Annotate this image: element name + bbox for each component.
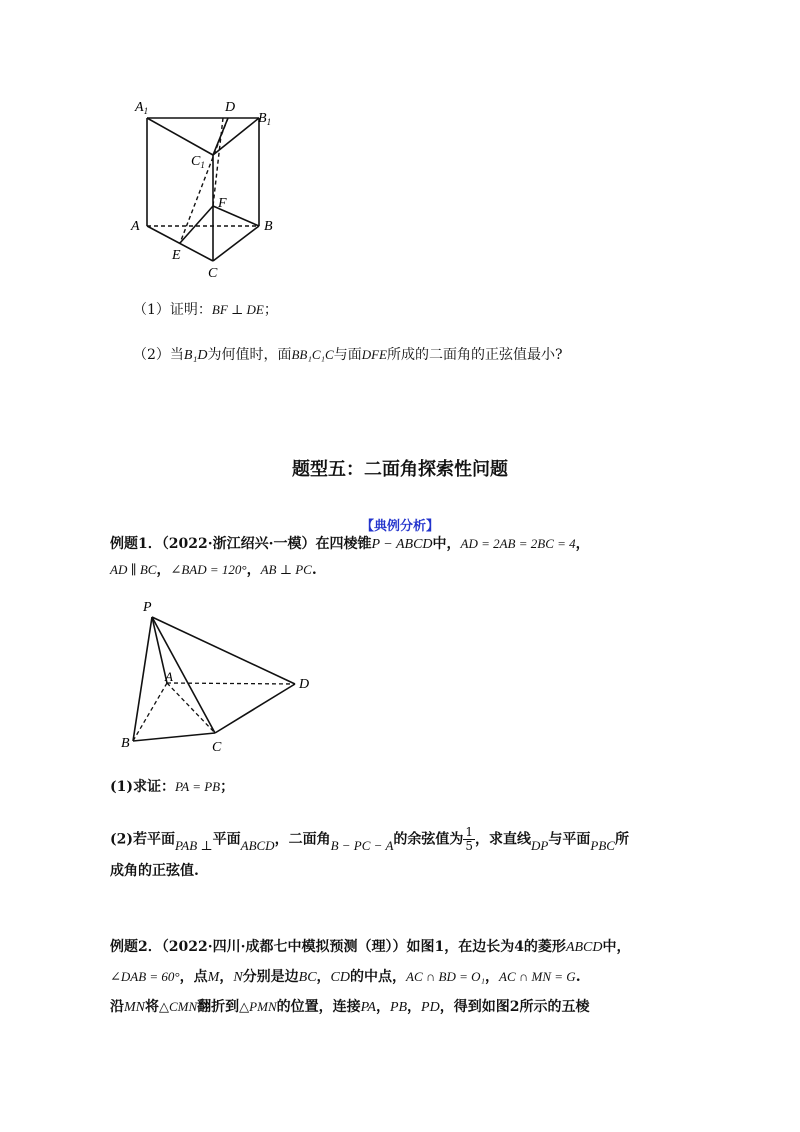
prism-figure bbox=[125, 95, 285, 285]
label-e: E bbox=[172, 248, 181, 263]
label-f: F bbox=[218, 196, 227, 211]
label-b1: $B_1$ bbox=[258, 111, 272, 127]
example-1-question-2: (2)若平面PAB ⊥平面ABCD，二面角B − PC − A的余弦值为 $\frac{1}{5}$ ，求直线DP与平面PBC所 bbox=[110, 825, 629, 853]
example-1-question-1: (1)求证：PA = PB； bbox=[110, 779, 235, 795]
example-1-line-1: 例题1．（2022·浙江绍兴·一模）在四棱锥P − ABCD中，AD = 2AB = 2BC = 4， bbox=[110, 536, 590, 552]
hidden-edge-a-c bbox=[167, 683, 215, 733]
edge-p-c bbox=[152, 617, 215, 733]
label-c: C bbox=[212, 740, 222, 755]
example-2-line-1: 例题2．（2022·四川·成都七中模拟预测（理））如图1，在边长为4的菱形ABCD中， bbox=[110, 939, 631, 955]
label-d: D bbox=[225, 100, 236, 115]
label-b: B bbox=[264, 219, 273, 234]
label-d: D bbox=[299, 677, 310, 692]
label-a: A bbox=[131, 219, 140, 234]
edge-p-b bbox=[133, 617, 152, 741]
example-2-line-2: ∠DAB = 60°，点M，N分别是边BC，CD的中点，AC ∩ BD = O₁，AC ∩ MN = G. bbox=[110, 969, 581, 985]
example-2-line-3: 沿MN将△CMN翻折到△PMN的位置，连接PA，PB，PD，得到如图2所示的五棱 bbox=[110, 999, 590, 1015]
example-1-question-2-cont: 成角的正弦值. bbox=[110, 863, 199, 879]
label-b: B bbox=[121, 736, 130, 751]
section-subheading: 【典例分析】 bbox=[360, 519, 439, 534]
question-1: （1）证明：BF ⊥ DE； bbox=[133, 302, 278, 318]
section-title: 题型五：二面角探索性问题 bbox=[292, 459, 508, 480]
edge-b-c bbox=[133, 733, 215, 741]
question-2: （2）当B₁D为何值时，面BB₁C₁C与面DFE所成的二面角的正弦值最小? bbox=[133, 347, 563, 363]
label-c: C bbox=[208, 266, 218, 281]
label-c1: $C_1$ bbox=[191, 154, 205, 170]
label-p: P bbox=[143, 600, 152, 615]
hidden-segment-d-f bbox=[213, 118, 223, 206]
edge-c-d bbox=[215, 684, 295, 733]
edge-p-d bbox=[152, 617, 295, 684]
segment-e-f bbox=[180, 206, 213, 243]
label-a1: $A_1$ bbox=[135, 100, 149, 116]
hidden-edge-a-d bbox=[167, 683, 295, 684]
edge-c-b bbox=[213, 226, 259, 261]
pyramid-figure bbox=[115, 595, 325, 760]
example-1-line-2: AD ∥ BC，∠BAD = 120°，AB ⊥ PC. bbox=[110, 562, 317, 578]
label-a: A bbox=[165, 669, 173, 684]
edge-a1-c1 bbox=[147, 118, 213, 155]
fraction-one-fifth: $\frac{1}{5}$ bbox=[465, 825, 474, 853]
